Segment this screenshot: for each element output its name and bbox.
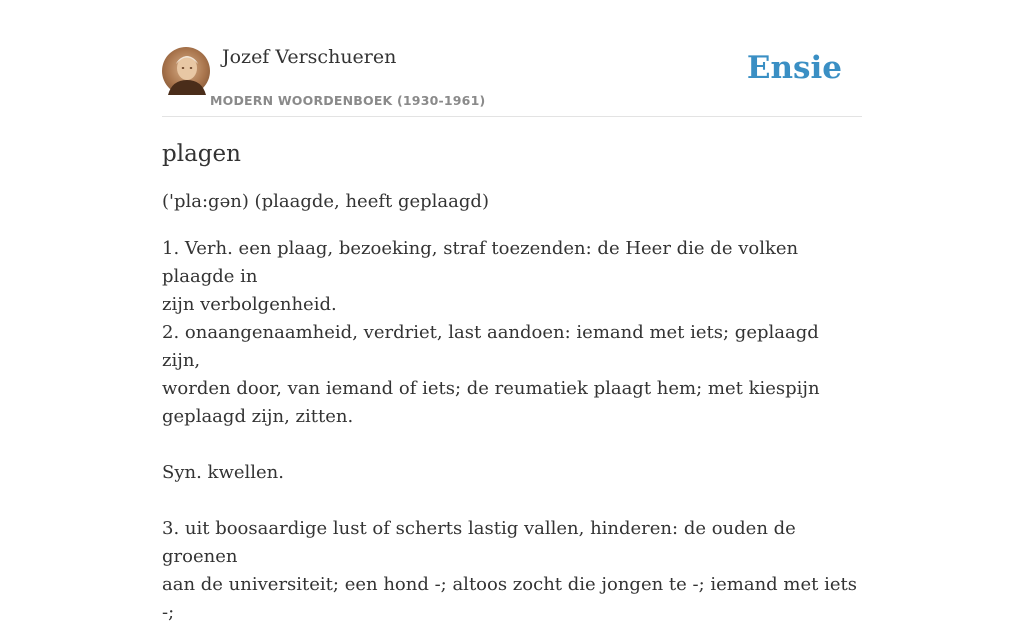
entry-pronunciation: ('pla:gən) (plaagde, heeft geplaagd) [162, 191, 489, 212]
blank-line [162, 431, 862, 459]
definition-line: aan de universiteit; een hond -; altoos zocht die jongen te -; iemand met iets -; [162, 574, 857, 623]
definition-line: 2. onaangenaamheid, verdriet, last aandoen: iemand met iets; geplaagd zijn, [162, 322, 819, 371]
author-name[interactable]: Jozef Verschueren [222, 46, 397, 68]
definition-line: worden door, van iemand of iets; de reumatiek plaagt hem; met kiespijn [162, 378, 820, 399]
portrait-icon [162, 47, 210, 95]
ensie-logo[interactable]: Ensie [746, 50, 842, 86]
definition-line: zijn verbolgenheid. [162, 294, 337, 315]
definition-line: geplaagd zijn, zitten. [162, 406, 354, 427]
entry-term: plagen [162, 141, 241, 167]
source-label[interactable]: MODERN WOORDENBOEK (1930-1961) [210, 93, 486, 108]
entry-definition [162, 235, 862, 627]
header [162, 0, 862, 117]
blank-line [162, 487, 862, 515]
synonym-line: Syn. kwellen. [162, 462, 284, 483]
entry-content [162, 136, 862, 627]
definition-line: 1. Verh. een plaag, bezoeking, straf toezenden: de Heer die de volken plaagde in [162, 238, 799, 287]
author-avatar[interactable] [162, 47, 210, 95]
definition-line: 3. uit boosaardige lust of scherts lastig vallen, hinderen: de ouden de groenen [162, 518, 796, 567]
